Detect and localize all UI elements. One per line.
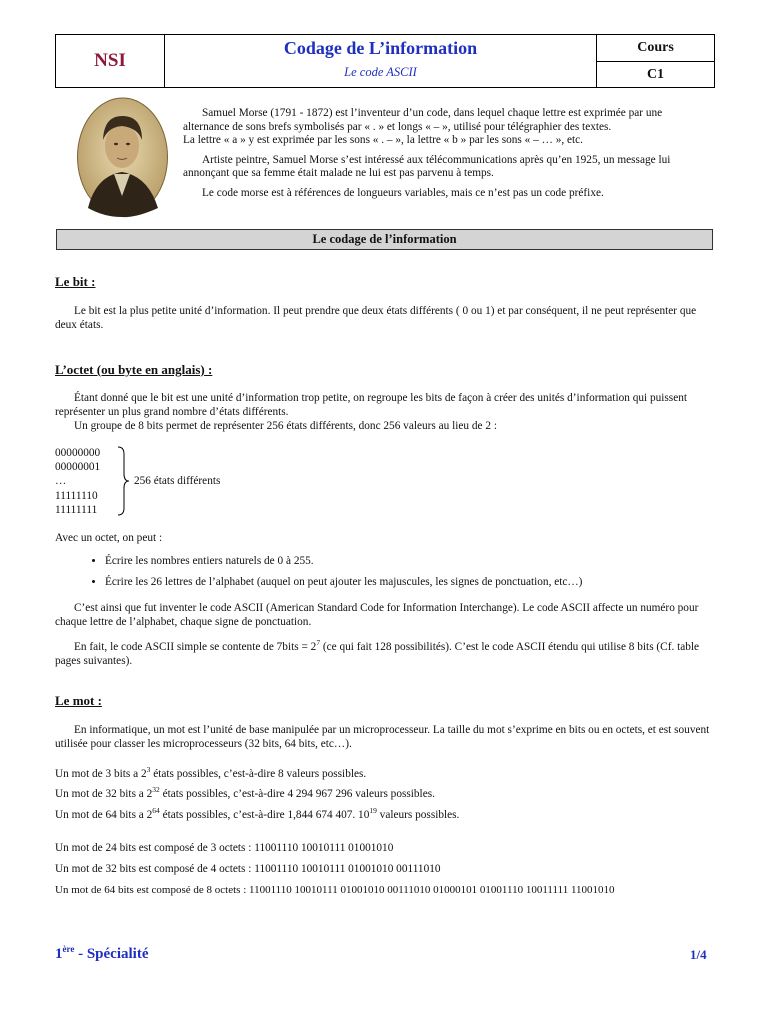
word-size-line: Un mot de 32 bits a $2^{32}$ états possibles, c’est-à-dire 4 294 967 296 valeurs possibles. [55, 785, 435, 800]
mot-paragraph: En informatique, un mot est l’unité de base manipulée par un microprocesseur. La taille du mot s’exprime en bits ou en octets, et est souvent utilisée pour classer les microprocesseurs (32 bits, 64 bits, etc…). [55, 724, 710, 750]
subject-label: NSI [94, 50, 126, 71]
subject-cell [56, 35, 165, 87]
intro-text [183, 107, 703, 207]
bit-paragraph: Le bit est la plus petite unité d’information. Il peut prendre que deux états différents ( 0 ou 1) et par conséquent, il ne peut représenter que deux états. [55, 305, 697, 331]
bit-row: 00000001 [55, 461, 101, 474]
samuel-morse-portrait [76, 96, 169, 218]
bit-row: 00000000 [55, 447, 101, 459]
octet-options-list [55, 551, 582, 593]
heading-bit: Le bit : [55, 274, 96, 289]
intro-paragraph: Le code morse est à références de longueurs variables, mais ce n’est pas un code préfixe. [202, 186, 604, 199]
document-subtitle: Le code ASCII [344, 65, 417, 79]
header-table [55, 34, 715, 88]
list-item: • Écrire les nombres entiers naturels de 0 à 255. [105, 551, 582, 572]
title-cell [165, 35, 597, 87]
doc-type: Cours [597, 35, 714, 62]
curly-brace-icon [116, 446, 130, 516]
bit-row: … [55, 475, 67, 488]
bit-row: 11111111 [55, 503, 98, 516]
bit-rows [55, 446, 100, 517]
word-octets-line: Un mot de 64 bits est composé de 8 octets : 11001110 10010111 01001010 00111010 01000101 01001110 10011111 11001010 [55, 884, 615, 896]
list-item: • Écrire les 26 lettres de l’alphabet (auquel on peut ajouter les majuscules, les signes de ponctuation, etc…) [105, 572, 582, 593]
intro-paragraph: Artiste peintre, Samuel Morse s’est intéressé aux télécommunications après qu’en 1925, un message lui annonçant que sa femme était malade ne lui est pas parvenu à temps. [183, 153, 671, 180]
word-octets-line: Un mot de 24 bits est composé de 3 octets : 11001110 10010111 01001010 [55, 842, 394, 854]
word-size-line: Un mot de 64 bits a $2^{64}$ états possibles, c’est-à-dire 1,844 674 407. $10^{19}$ valeurs possibles. [55, 806, 460, 821]
octet-paragraph: Étant donné que le bit est une unité d’information trop petite, on regroupe les bits de façon à créer des unités d’information qui puissent représenter un plus grand nombre d’états différents. Un groupe de 8 bits permet de représenter 256 états différents, donc 256 valeurs au lieu de 2 : [55, 392, 687, 432]
word-octets-line: Un mot de 32 bits est composé de 4 octets : 11001110 10010111 01001010 00111010 [55, 863, 441, 875]
bit-row: 11111110 [55, 489, 98, 502]
document-title: Codage de L’information [283, 38, 478, 58]
ascii-paragraph: C’est ainsi que fut inventer le code ASCII (American Standard Code for Information Interchange). Le code ASCII affecte un numéro pour chaque lettre de l’alphabet, chaque signe de ponctuation. [55, 602, 699, 628]
avec-octet-text: Avec un octet, on peut : [55, 532, 163, 544]
word-size-line: Un mot de 3 bits a $2^3$ états possibles, c’est-à-dire 8 valeurs possibles. [55, 765, 367, 780]
heading-octet: L’octet (ou byte en anglais) : [55, 362, 213, 377]
footer-level: 1ère - Spécialité [55, 944, 149, 962]
ascii-paragraph-2: En fait, le code ASCII simple se contente de 7bits = $2^7$ (ce qui fait 128 possibilités). C’est le code ASCII étendu qui utilise 8 bits (Cf. table pages suivantes). [55, 638, 700, 667]
meta-cell [597, 35, 714, 87]
page-number: 1/4 [690, 947, 707, 962]
section-banner: Le codage de l’information [56, 229, 713, 250]
heading-mot: Le mot : [55, 693, 102, 708]
brace-label: 256 états différents [134, 475, 221, 487]
doc-code: C1 [646, 66, 665, 82]
intro-paragraph: Samuel Morse (1791 - 1872) est l’inventeur d’un code, dans lequel chaque lettre est exprimée par une alternance de sons brefs symbolisés par « . » et longs « – », utilisé pour télégraphier des textes. La lettre « a » y est exprimée par les sons « . – », la lettre « b » par les sons « – … », etc. [183, 107, 663, 147]
